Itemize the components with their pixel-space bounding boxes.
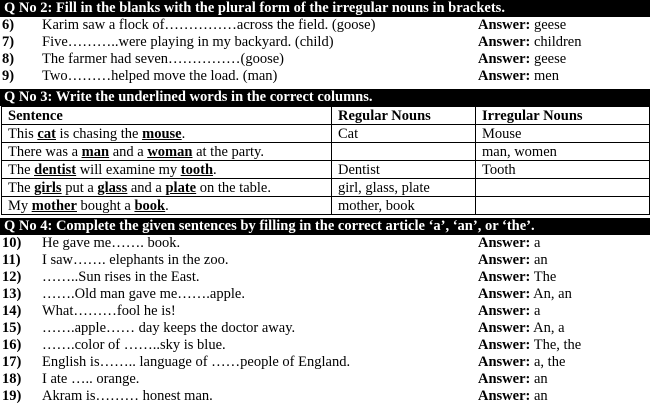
irregular-cell: Mouse — [476, 125, 650, 143]
item-text: Karim saw a flock of……………across the field. (goose) — [42, 17, 376, 33]
underlined-word: girls — [34, 179, 62, 196]
item-number: 13) — [2, 286, 22, 302]
answer-label: Answer: — [478, 269, 531, 285]
regular-cell: girl, glass, plate — [332, 179, 476, 197]
answer-label: Answer: — [478, 286, 531, 302]
answer-label: Answer: — [478, 34, 531, 50]
underlined-word: tooth — [180, 161, 214, 178]
list-item — [0, 17, 650, 34]
answer-label: Answer: — [478, 17, 531, 33]
answer-value: an — [530, 388, 548, 404]
answer-value: geese — [530, 17, 567, 33]
item-answer — [478, 51, 648, 68]
item-answer — [478, 354, 648, 371]
sentence-cell: There was a man and a woman at the party. — [2, 143, 332, 161]
item-text: I ate ….. orange. — [42, 371, 140, 387]
irregular-cell — [476, 197, 650, 215]
list-item — [0, 68, 650, 85]
answer-label: Answer: — [478, 354, 531, 370]
header-irregular-nouns: Irregular Nouns — [476, 107, 650, 125]
q3-table — [1, 106, 650, 215]
answer-label: Answer: — [478, 303, 531, 319]
answer-label: Answer: — [478, 371, 531, 387]
list-item — [0, 303, 650, 320]
item-number: 14) — [2, 303, 22, 319]
item-answer — [478, 337, 648, 354]
item-answer — [478, 34, 648, 51]
sentence-cell: The dentist will examine my tooth. — [2, 161, 332, 179]
table-header-row — [2, 107, 650, 125]
list-item — [0, 51, 650, 68]
answer-value: children — [530, 34, 582, 50]
item-text: ……..Sun rises in the East. — [42, 269, 200, 285]
list-item — [0, 235, 650, 252]
item-answer — [478, 320, 648, 337]
sentence-cell: My mother bought a book. — [2, 197, 332, 215]
item-answer — [478, 286, 648, 303]
item-answer — [478, 235, 648, 252]
regular-cell: Cat — [332, 125, 476, 143]
item-number: 11) — [2, 252, 21, 268]
item-answer — [478, 388, 648, 405]
underlined-word: dentist — [34, 161, 77, 178]
item-number: 16) — [2, 337, 22, 353]
item-text: Five………..were playing in my backyard. (child) — [42, 34, 334, 50]
item-number: 6) — [2, 17, 15, 33]
header-regular-nouns: Regular Nouns — [332, 107, 476, 125]
answer-value: An, an — [530, 286, 572, 302]
underlined-word: mother — [31, 197, 77, 214]
item-number: 19) — [2, 388, 22, 404]
header-sentence: Sentence — [2, 107, 332, 125]
answer-value: The — [530, 269, 557, 285]
item-number: 15) — [2, 320, 22, 336]
q4-heading: Q No 4: Complete the given sentences by filling in the correct article ‘a’, ‘an’, or ‘the’. — [0, 218, 650, 235]
sentence-cell: This cat is chasing the mouse. — [2, 125, 332, 143]
underlined-word: woman — [147, 143, 193, 160]
answer-label: Answer: — [478, 320, 531, 336]
answer-value: a — [530, 235, 541, 251]
underlined-word: plate — [165, 179, 197, 196]
answer-label: Answer: — [478, 235, 531, 251]
regular-cell: Dentist — [332, 161, 476, 179]
list-item — [0, 34, 650, 51]
regular-cell — [332, 143, 476, 161]
item-answer — [478, 269, 648, 286]
answer-value: men — [530, 68, 559, 84]
list-item — [0, 337, 650, 354]
irregular-cell: man, women — [476, 143, 650, 161]
item-text: English is…….. language of ……people of England. — [42, 354, 351, 370]
item-text: Akram is……… honest man. — [42, 388, 213, 404]
answer-value: a — [530, 303, 541, 319]
list-item — [0, 371, 650, 388]
underlined-word: glass — [97, 179, 128, 196]
list-item — [0, 269, 650, 286]
item-answer — [478, 252, 648, 269]
answer-label: Answer: — [478, 51, 531, 67]
item-answer — [478, 371, 648, 388]
q2-list — [0, 17, 650, 85]
table-row — [2, 161, 650, 179]
item-number: 10) — [2, 235, 22, 251]
sentence-cell: The girls put a glass and a plate on the table. — [2, 179, 332, 197]
q2-heading: Q No 2: Fill in the blanks with the plural form of the irregular nouns in brackets. — [0, 0, 650, 17]
list-item — [0, 320, 650, 337]
underlined-word: man — [81, 143, 110, 160]
answer-value: an — [530, 371, 548, 387]
underlined-word: book — [134, 197, 166, 214]
underlined-word: mouse — [142, 125, 182, 142]
underlined-word: cat — [37, 125, 56, 142]
item-number: 8) — [2, 51, 15, 67]
list-item — [0, 388, 650, 405]
table-row — [2, 197, 650, 215]
list-item — [0, 286, 650, 303]
answer-value: The, the — [530, 337, 582, 353]
item-text: …….color of ……..sky is blue. — [42, 337, 226, 353]
item-text: The farmer had seven……………(goose) — [42, 51, 284, 67]
item-text: Two………helped move the load. (man) — [42, 68, 278, 84]
item-number: 7) — [2, 34, 15, 50]
answer-label: Answer: — [478, 68, 531, 84]
item-text: What………fool he is! — [42, 303, 176, 319]
answer-value: a, the — [530, 354, 566, 370]
item-text: He gave me……. book. — [42, 235, 181, 251]
table-row — [2, 179, 650, 197]
q4-list — [0, 235, 650, 405]
item-number: 17) — [2, 354, 22, 370]
item-text: …….apple…… day keeps the doctor away. — [42, 320, 296, 336]
list-item — [0, 252, 650, 269]
item-answer — [478, 303, 648, 320]
item-number: 18) — [2, 371, 22, 387]
answer-label: Answer: — [478, 337, 531, 353]
answer-value: An, a — [530, 320, 565, 336]
table-row — [2, 143, 650, 161]
q3-heading: Q No 3: Write the underlined words in the correct columns. — [0, 89, 650, 106]
irregular-cell — [476, 179, 650, 197]
item-answer — [478, 17, 648, 34]
answer-value: geese — [530, 51, 567, 67]
answer-label: Answer: — [478, 252, 531, 268]
item-number: 9) — [2, 68, 15, 84]
item-text: …….Old man gave me…….apple. — [42, 286, 245, 302]
irregular-cell: Tooth — [476, 161, 650, 179]
answer-label: Answer: — [478, 388, 531, 404]
table-row — [2, 125, 650, 143]
item-number: 12) — [2, 269, 22, 285]
item-text: I saw……. elephants in the zoo. — [42, 252, 229, 268]
item-answer — [478, 68, 648, 85]
regular-cell: mother, book — [332, 197, 476, 215]
list-item — [0, 354, 650, 371]
answer-value: an — [530, 252, 548, 268]
